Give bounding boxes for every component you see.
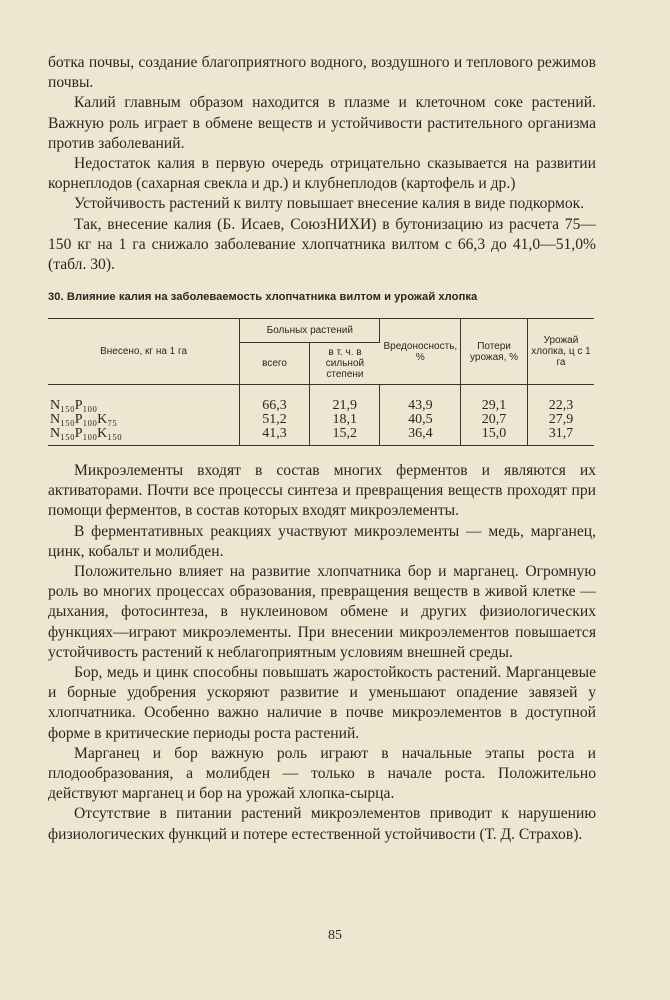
cell-yield: 22,3 [548,398,574,413]
cell-severe: 21,9 [309,385,380,414]
cell-total: 41,3 [240,427,310,446]
data-table [48,318,594,446]
cell-applied: N₁₅₀P₁₀₀K₁₅₀ [48,427,240,446]
paragraph: Бор, медь и цинк способны повышать жаростойкость растений. Марганцевые и борные удобрения ускоряют развитие и уменьшают опадение завязей у хлопчатника. Особенно важно наличие в почве микроэлементов в доступной форме в критические периоды роста растений. [48,664,596,742]
paragraph: Отсутствие в питании растений микроэлементов приводит к нарушению физиологических функций и потере естественной устойчивости (Т. Д. Страхов). [48,805,596,843]
paragraph: Положительно влияет на развитие хлопчатника бор и марганец. Огромную роль во многих процессах образования, превращения веществ в живой клетке — дыхания, фотосинтеза, в нуклеиновом обмене и других физиологических функциях—играют микроэлементы. При внесении микроэлементов повышается устойчивость растений к неблагоприятным условиям внешней среды. [48,563,596,661]
header-severe: в т. ч. в сильной степени [309,343,380,385]
cell-applied: N₁₅₀P₁₀₀K₇₅ [48,413,240,427]
cell-total: 66,3 [240,385,310,414]
table-row [48,385,594,414]
cell-loss: 29,1 [461,385,528,414]
cell-harmfulness: 40,5 [380,413,461,427]
cell-severe: 18,1 [309,413,380,427]
paragraph: Недостаток калия в первую очередь отрицательно сказывается на развитии корнеплодов (сахарная свекла и др.) и клубнеплодов (картофель и др.) [48,155,596,193]
page-number: 85 [328,928,342,943]
header-total: всего [240,343,310,385]
header-yield-loss: Потери урожая, % [461,319,528,385]
cell-loss: 15,0 [461,427,528,446]
cell-loss: 20,7 [461,413,528,427]
paragraph: Так, внесение калия (Б. Исаев, СоюзНИХИ) в бутонизацию из расчета 75—150 кг на 1 га снижало заболевание хлопчатника вилтом с 66,3 до 41,0—51,0% (табл. 30). [48,215,596,274]
cell-harmfulness: 36,4 [380,427,461,446]
cell-yield: 27,9 [548,412,574,427]
paragraph: ботка почвы, создание благоприятного водного, воздушного и теплового режимов почвы. [48,54,596,92]
table-row [48,427,594,446]
header-applied: Внесено, кг на 1 га [48,319,240,385]
cell-severe: 15,2 [309,427,380,446]
cell-harmfulness: 43,9 [380,385,461,414]
paragraph: Марганец и бор важную роль играют в начальные этапы роста и плодообразования, а молибден — только в начале роста. Положительно действуют марганец и бор на урожай хлопка-сырца. [48,744,596,803]
text-block-bottom [48,461,596,845]
paragraph: Устойчивость растений к вилту повышает внесение калия в виде подкормок. [74,195,585,213]
header-harmfulness: Вредоносность, % [380,319,461,385]
paragraph: В ферментативных реакциях участвуют микроэлементы — медь, марганец, цинк, кобальт и молибден. [48,522,596,560]
header-yield: Урожай хлопка, ц с 1 га [527,319,594,385]
cell-applied: N₁₅₀P₁₀₀ [48,385,240,414]
header-sick-plants: Больных растений [240,319,380,343]
table-row [48,413,594,427]
paragraph: Микроэлементы входят в состав многих ферментов и являются их активаторами. Почти все процессы синтеза и превращения веществ проходят при помощи ферментов, в состав которых входят микроэлементы. [48,462,596,520]
paragraph: Калий главным образом находится в плазме и клеточном соке растений. Важную роль играет в обмене веществ и устойчивости растительного организма против заболеваний. [48,94,596,152]
text-block-top [48,53,596,275]
table-title: 30. Влияние калия на заболеваемость хлопчатника вилтом и урожай хлопка [48,291,478,303]
cell-total: 51,2 [240,413,310,427]
cell-yield: 31,7 [527,427,594,446]
